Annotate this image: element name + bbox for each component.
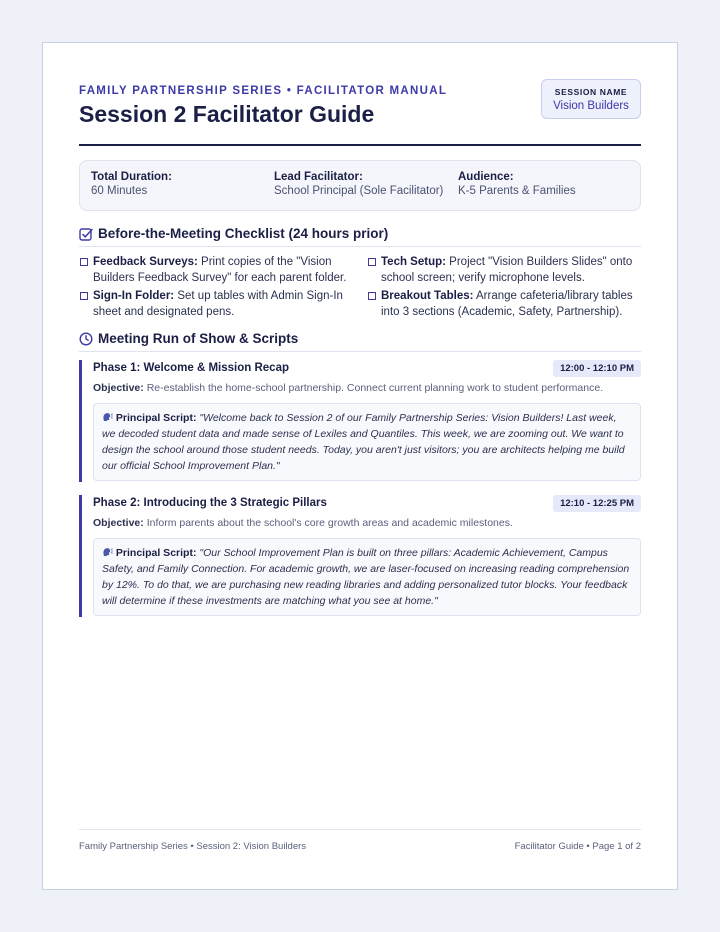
meta-key: Audience: xyxy=(458,171,514,183)
meta-key: Lead Facilitator: xyxy=(274,171,363,183)
checkbox-icon xyxy=(79,227,93,241)
phase-card xyxy=(79,360,641,482)
checklist-item xyxy=(381,254,639,286)
checklist-item-text: Arrange cafeteria/library tables into 3 sections (Academic, Safety, Partnership). xyxy=(381,290,633,318)
meta-value: 60 Minutes xyxy=(91,185,148,197)
document-page xyxy=(42,42,678,890)
phase-title: Phase 1: Welcome & Mission Recap xyxy=(93,362,289,374)
checkbox-square-icon xyxy=(80,258,88,266)
checklist-section-header xyxy=(79,225,641,247)
checklist-item xyxy=(381,288,639,320)
phase-objective xyxy=(93,382,603,394)
script-text: "Welcome back to Session 2 of our Family Partnership Series: Vision Builders! Last week, we decoded student data and made sense of Lexiles and Quantiles. This week, we are zooming out. We want to design the school around those student needs. Today, you aren't just visitors; you are architects helping me build our official School Improvement Plan." xyxy=(102,412,625,472)
page-title: Session 2 Facilitator Guide xyxy=(79,101,375,127)
checklist-item-label: Tech Setup: xyxy=(381,256,446,268)
phase-card xyxy=(79,495,641,617)
phase-time-badge: 12:00 - 12:10 PM xyxy=(553,360,641,377)
speaking-head-icon xyxy=(102,412,113,422)
phase-objective xyxy=(93,517,513,529)
run-of-show-section-header xyxy=(79,330,641,352)
checklist-item xyxy=(93,254,351,286)
phase-time-badge: 12:10 - 12:25 PM xyxy=(553,495,641,512)
footer-divider xyxy=(79,829,641,830)
script-text: "Our School Improvement Plan is built on three pillars: Academic Achievement, Campus Safety, and Family Connection. For academic growth, we are laser-focused on increasing reading comprehension by 12%. To do that, we are purchasing new reading libraries and adding personalized tutor blocks. Your feedback will determine if these investments are matching what you see at home." xyxy=(102,547,630,607)
session-name-value: Vision Builders xyxy=(553,100,629,112)
checklist-title: Before-the-Meeting Checklist (24 hours prior) xyxy=(98,226,389,241)
meta-value: K-5 Parents & Families xyxy=(458,185,576,197)
footer-left: Family Partnership Series • Session 2: Vision Builders xyxy=(79,841,307,852)
script-label: Principal Script: xyxy=(115,412,197,424)
checklist-item-text: Print copies of the "Vision Builders Feedback Survey" for each parent folder. xyxy=(93,256,347,284)
phase-accent-bar xyxy=(79,360,82,482)
objective-label: Objective: xyxy=(93,382,144,394)
speaking-head-icon xyxy=(102,547,113,557)
objective-label: Objective: xyxy=(93,517,144,529)
checkbox-square-icon xyxy=(368,292,376,300)
meta-key: Total Duration: xyxy=(91,171,172,183)
checkbox-square-icon xyxy=(368,258,376,266)
checkbox-square-icon xyxy=(80,292,88,300)
meta-facilitator xyxy=(274,171,443,197)
header-divider xyxy=(79,144,641,146)
meta-duration xyxy=(91,171,172,197)
series-label: FAMILY PARTNERSHIP SERIES • FACILITATOR MANUAL xyxy=(79,85,448,97)
session-meta-box xyxy=(79,160,641,211)
checklist-item-text: Project "Vision Builders Slides" onto school screen; verify microphone levels. xyxy=(381,256,633,284)
meta-value: School Principal (Sole Facilitator) xyxy=(274,185,444,197)
run-of-show-title: Meeting Run of Show & Scripts xyxy=(98,331,299,346)
footer-right: Facilitator Guide • Page 1 of 2 xyxy=(514,841,641,852)
script-label: Principal Script: xyxy=(115,547,197,559)
session-name-label: SESSION NAME xyxy=(554,87,628,97)
phase-accent-bar xyxy=(79,495,82,617)
checklist-item-text: Set up tables with Admin Sign-In sheet and designated pens. xyxy=(93,290,343,318)
checklist-item-label: Feedback Surveys: xyxy=(93,256,198,268)
checklist-item-label: Breakout Tables: xyxy=(381,290,474,302)
objective-text: Re-establish the home-school partnership. Connect current planning work to student performance. xyxy=(146,382,604,394)
clock-icon xyxy=(79,332,93,346)
session-name-badge xyxy=(541,79,641,119)
meta-audience xyxy=(458,171,576,197)
checklist-item-label: Sign-In Folder: xyxy=(93,290,175,302)
checklist-item xyxy=(93,288,351,320)
objective-text: Inform parents about the school's core growth areas and academic milestones. xyxy=(146,517,513,529)
phase-title: Phase 2: Introducing the 3 Strategic Pillars xyxy=(93,497,327,509)
principal-script-box xyxy=(93,403,641,481)
principal-script-box xyxy=(93,538,641,616)
